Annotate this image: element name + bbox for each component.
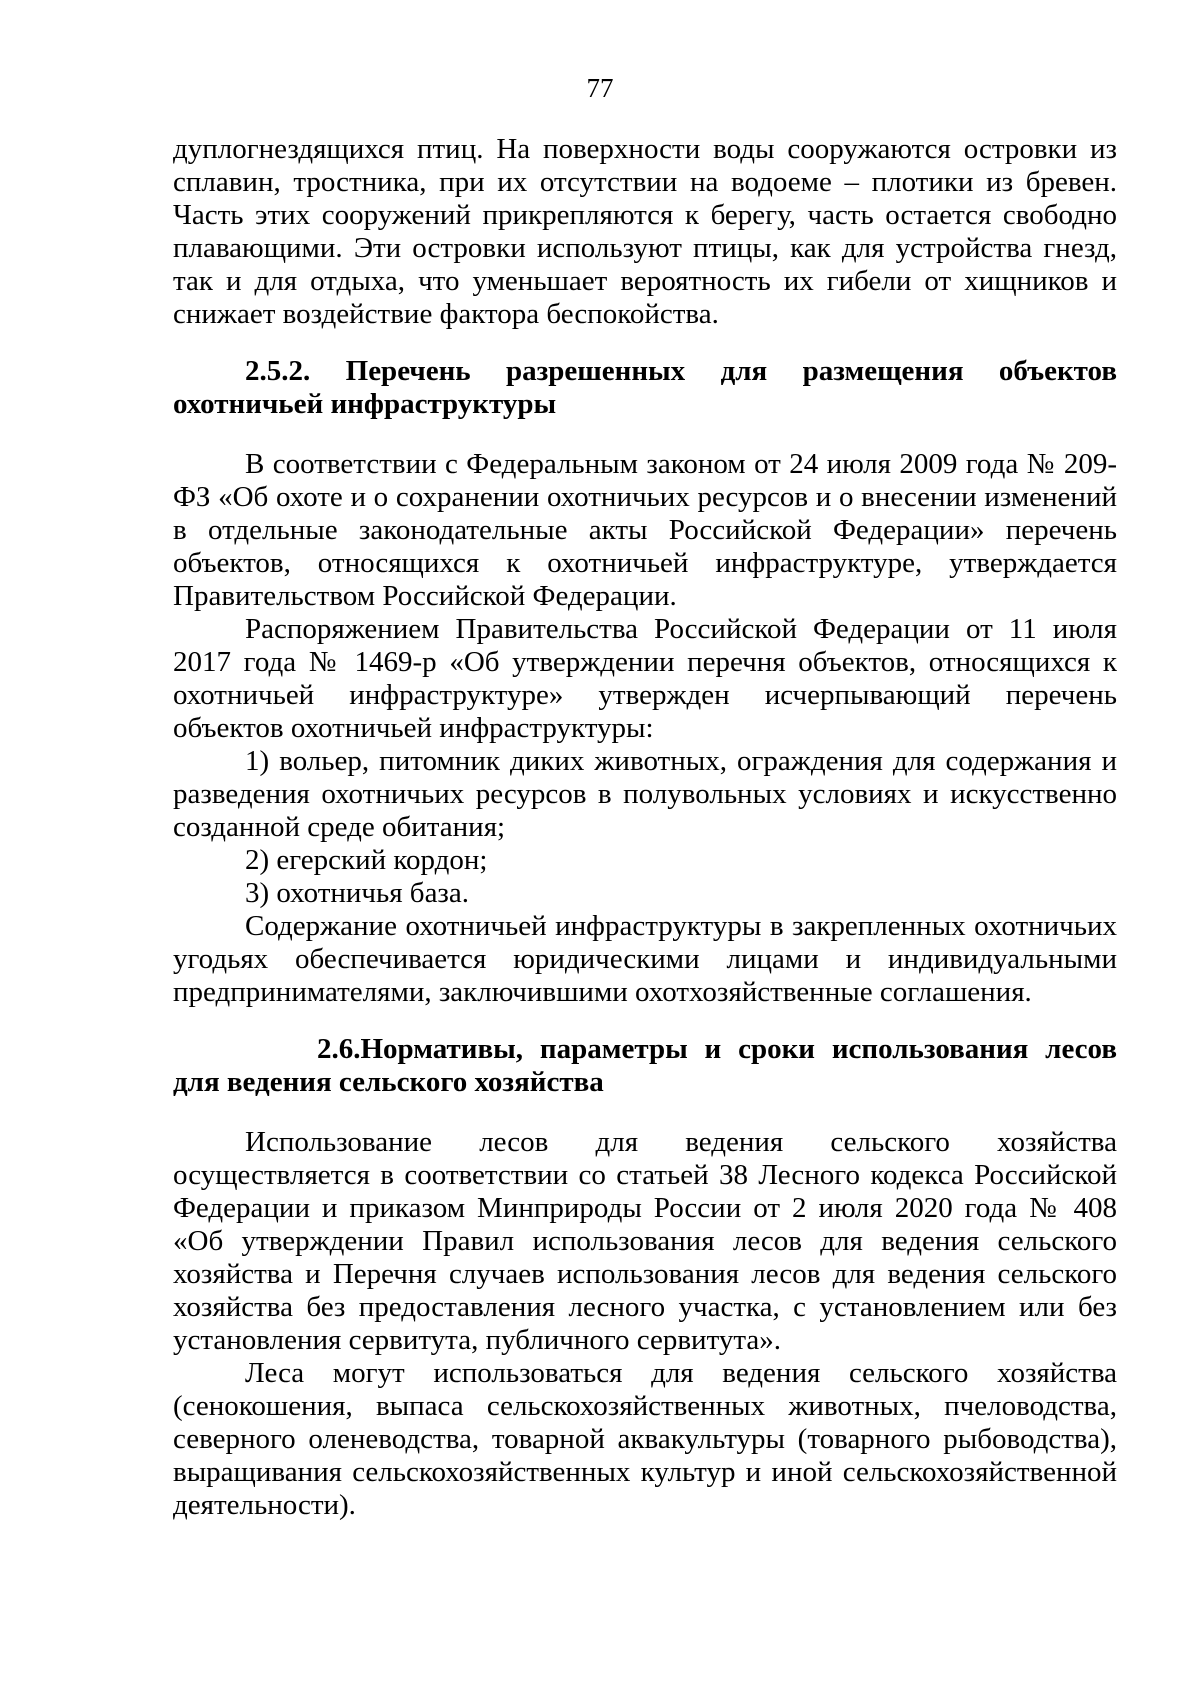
page-content: [173, 133, 1117, 1522]
paragraph-government-order: Распоряжением Правительства Российской Федерации от 11 июля 2017 года № 1469-р «Об утверждении перечня объектов, относящихся к охотничьей инфраструктуре» утвержден исчерпывающий перечень объектов охотничьей инфраструктуры:: [173, 613, 1117, 744]
paragraph-federal-law: В соответствии с Федеральным законом от 24 июля 2009 года № 209-ФЗ «Об охоте и о сохранении охотничьих ресурсов и о внесении изменений в отдельные законодательные акты Российской Федерации» перечень объектов, относящихся к охотничьей инфраструктуре, утверждается Правительством Российской Федерации.: [173, 448, 1117, 612]
section-heading-2-5-2: 2.5.2. Перечень разрешенных для размещения объектов охотничьей инфраструктуры: [173, 355, 1117, 420]
section-heading-2-6-text: Нормативы, параметры и сроки использования лесов для ведения сельского хозяйства: [173, 1033, 1117, 1098]
section-heading-2-6: [173, 1033, 1117, 1099]
paragraph-forest-agriculture-types: Леса могут использоваться для ведения сельского хозяйства (сенокошения, выпаса сельскохозяйственных животных, пчеловодства, северного оленеводства, товарной аквакультуры (товарного рыбоводства), выращивания сельскохозяйственных культур и иной сельскохозяйственной деятельности).: [173, 1357, 1117, 1521]
list-item-3: 3) охотничья база.: [245, 877, 470, 909]
list-item-2: 2) егерский кордон;: [245, 844, 488, 876]
section-heading-2-6-number: 2.6.: [317, 1033, 361, 1065]
paragraph-continuation: дуплогнездящихся птиц. На поверхности воды сооружаются островки из сплавин, тростника, при их отсутствии на водоеме – плотики из бревен. Часть этих сооружений прикрепляются к берегу, часть остается свободно плавающими. Эти островки используют птицы, как для устройства гнезд, так и для отдыха, что уменьшает вероятность их гибели от хищников и снижает воздействие фактора беспокойства.: [173, 133, 1117, 330]
paragraph-forest-use-agriculture: Использование лесов для ведения сельского хозяйства осуществляется в соответствии со статьей 38 Лесного кодекса Российской Федерации и приказом Минприроды России от 2 июля 2020 года № 408 «Об утверждении Правил использования лесов для ведения сельского хозяйства и Перечня случаев использования лесов для ведения сельского хозяйства без предоставления лесного участка, с установлением или без установления сервитута, публичного сервитута».: [173, 1126, 1117, 1356]
page-number: 77: [586, 73, 614, 103]
paragraph-infrastructure-maintenance: Содержание охотничьей инфраструктуры в закрепленных охотничьих угодьях обеспечивается юридическими лицами и индивидуальными предпринимателями, заключившими охотхозяйственные соглашения.: [173, 910, 1117, 1008]
list-item-1: 1) вольер, питомник диких животных, ограждения для содержания и разведения охотничьих ресурсов в полувольных условиях и искусственно созданной среде обитания;: [173, 745, 1117, 843]
